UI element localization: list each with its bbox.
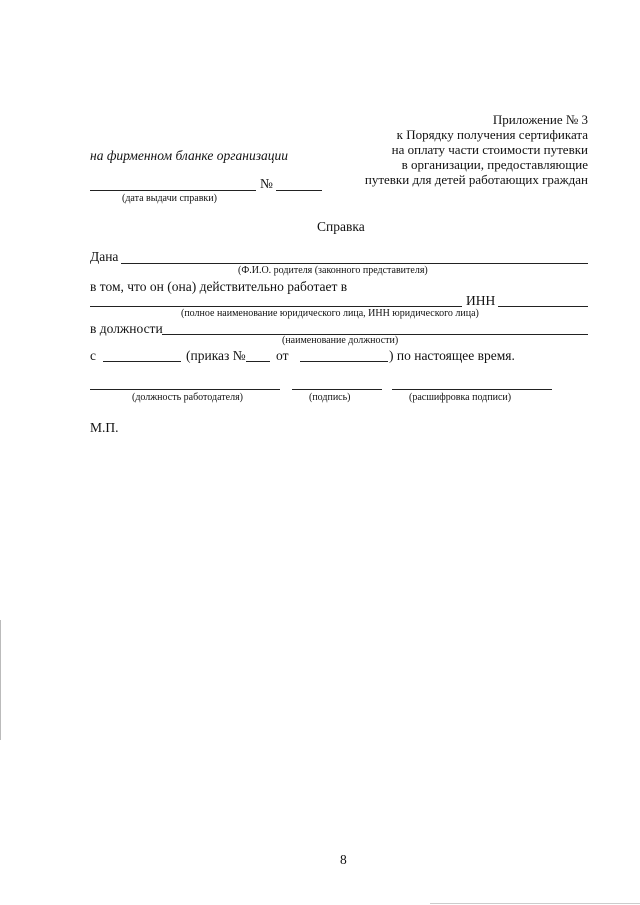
page-number: 8 [340, 852, 347, 867]
scan-edge-mark [0, 620, 1, 740]
appendix-line-5: путевки для детей работающих граждан [364, 172, 588, 187]
issue-date-line [90, 190, 256, 191]
issue-number-sign: № [260, 176, 273, 191]
given-label: Дана [90, 249, 119, 264]
organization-line [90, 306, 462, 307]
document-title: Справка [317, 219, 365, 234]
appendix-line-3: на оплату части стоимости путевки [391, 142, 588, 157]
appendix-line-4: в организации, предоставляющие [401, 157, 588, 172]
issue-number-line [276, 190, 322, 191]
employer-position-line [90, 389, 280, 390]
fio-line [121, 263, 588, 264]
until-text: ) по настоящее время. [389, 348, 515, 363]
position-caption: (наименование должности) [282, 335, 399, 346]
scan-bottom-mark [430, 903, 640, 904]
order-number-line [246, 361, 270, 362]
appendix-line-1: Приложение № 3 [492, 112, 588, 127]
employer-position-caption: (должность работодателя) [132, 392, 243, 403]
order-date-line [300, 361, 388, 362]
order-date-label: от [276, 348, 289, 363]
organization-caption: (полное наименование юридического лица, ИНН юридического лица) [181, 308, 479, 319]
letterhead-note: на фирменном бланке организации [90, 148, 288, 163]
from-label: с [90, 348, 96, 363]
from-date-line [103, 361, 181, 362]
appendix-header [365, 112, 588, 187]
signature-decoding-line [392, 389, 552, 390]
order-label: (приказ № [186, 348, 246, 363]
signature-decoding-caption: (расшифровка подписи) [409, 392, 512, 403]
stamp-place: М.П. [90, 420, 119, 435]
fio-caption: (Ф.И.О. родителя (законного представителя) [238, 265, 428, 276]
position-label: в должности [90, 321, 163, 336]
signature-line [292, 389, 382, 390]
issue-date-caption: (дата выдачи справки) [122, 193, 217, 204]
signature-caption: (подпись) [309, 392, 351, 403]
inn-line [498, 306, 588, 307]
inn-label: ИНН [466, 293, 496, 308]
works-text: в том, что он (она) действительно работает в [90, 279, 348, 294]
appendix-line-2: к Порядку получения сертификата [396, 127, 588, 142]
